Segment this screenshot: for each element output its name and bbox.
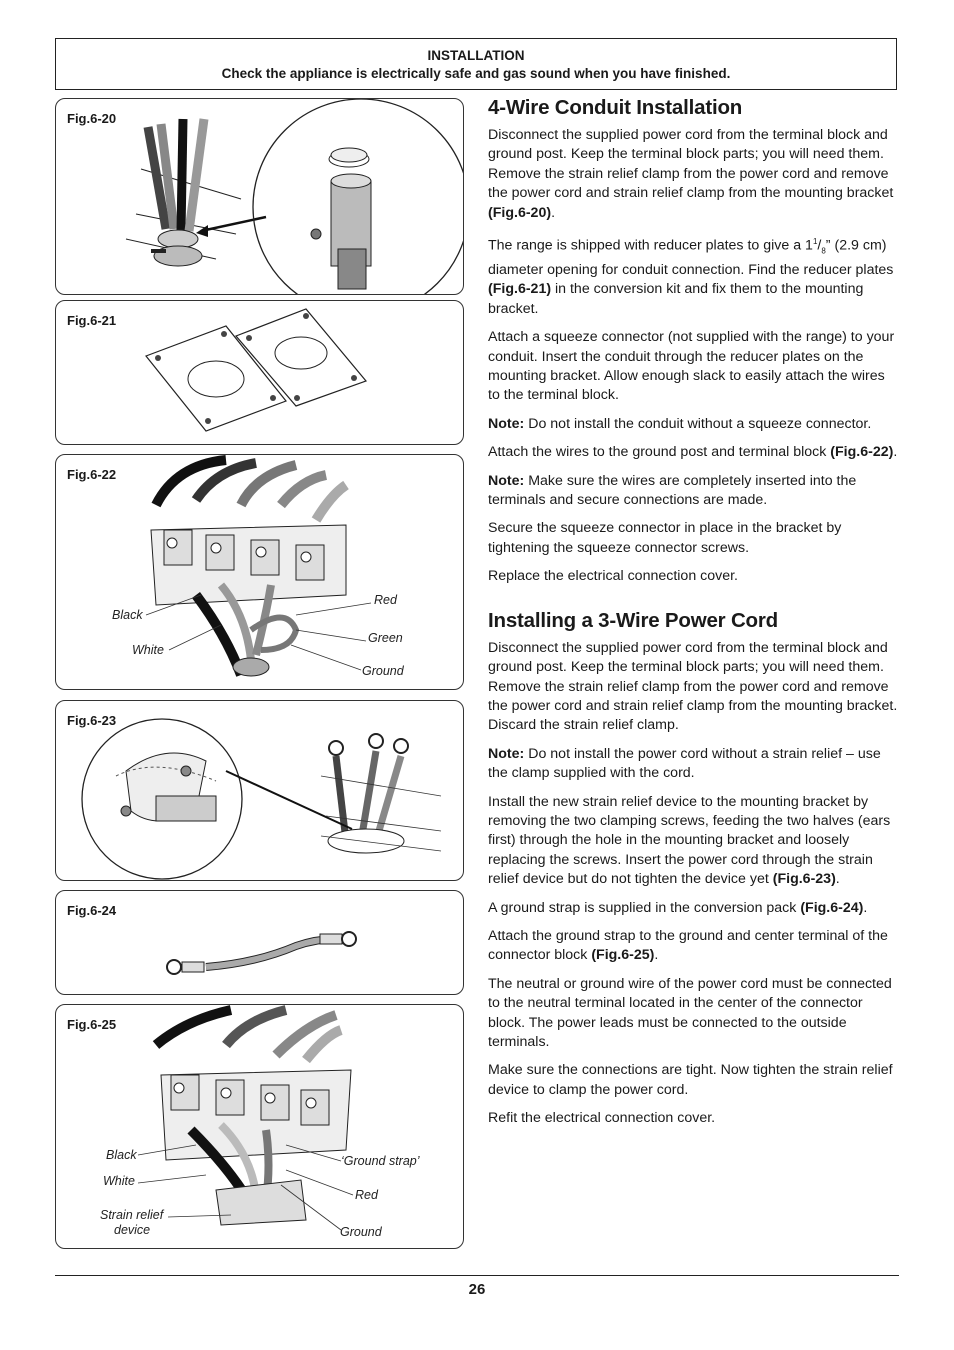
paragraph: Disconnect the supplied power cord from the terminal block and ground post. Keep the terminal block parts; you will need them. Remove the strain relief clamp from the power cord and remove the power cord and strain relief clamp from the mounting bracket (Fig.6-20). [488, 127, 894, 221]
ground-strap-illustration [56, 891, 464, 995]
paragraph: Attach a squeeze connector (not supplied with the range) to your conduit. Insert the conduit through the reducer plates on the mounting bracket. Allow enough slack to easily attach the wires to the terminal block. [488, 329, 895, 404]
paragraph: Attach the ground strap to the ground and center terminal of the connector block (Fig.6-25). [488, 927, 888, 964]
callout-black: Black [112, 608, 143, 622]
terminal-block-4wire-illustration [56, 455, 464, 690]
figure-6-25 [55, 1004, 464, 1249]
callout-ground: Ground [362, 664, 404, 678]
strain-relief-illustration [56, 701, 464, 881]
page-number: 26 [468, 1281, 486, 1298]
header-title: INSTALLATION [427, 48, 525, 63]
callout-black: Black [106, 1148, 137, 1162]
figure-6-22 [55, 454, 464, 690]
paragraph: A ground strap is supplied in the conversion pack (Fig.6-24). [488, 899, 868, 916]
conduit-illustration [56, 99, 464, 295]
figure-6-24 [55, 890, 464, 995]
footer-divider [55, 1275, 899, 1276]
callout-strain-relief-device: device [114, 1223, 151, 1237]
paragraph: Secure the squeeze connector in place in the bracket by tightening the squeeze connector screws. [488, 520, 842, 556]
paragraph: Refit the electrical connection cover. [488, 1110, 716, 1127]
figure-label: Fig.6-23 [67, 713, 117, 728]
header-subtitle: Check the appliance is electrically safe and gas sound when you have finished. [221, 66, 731, 81]
note: Note: Do not install the power cord without a strain relief – use the clamp supplied with the cord. [488, 745, 881, 782]
figure-label: Fig.6-25 [67, 1017, 117, 1032]
callout-ground-strap: ‘Ground strap’ [341, 1154, 420, 1168]
paragraph: Replace the electrical connection cover. [488, 568, 738, 585]
section-heading-3-wire: Installing a 3-Wire Power Cord [488, 608, 778, 632]
figure-6-23 [55, 700, 464, 881]
figure-label: Fig.6-22 [67, 467, 117, 482]
paragraph: Attach the wires to the ground post and terminal block (Fig.6-22). [488, 444, 898, 461]
callout-red: Red [355, 1188, 378, 1202]
header-box [55, 38, 897, 90]
section-heading-4-wire: 4-Wire Conduit Installation [488, 96, 743, 119]
instructions-column [488, 96, 900, 1138]
note: Note: Make sure the wires are completely inserted into the terminals and secure connections are made. [488, 472, 857, 509]
figure-6-20 [55, 98, 464, 295]
reducer-plates-illustration [56, 301, 464, 445]
figure-label: Fig.6-20 [67, 111, 117, 126]
figure-label: Fig.6-24 [67, 903, 117, 918]
paragraph: Disconnect the supplied power cord from the terminal block and ground post. Keep the terminal block parts; you will need them. Remove the strain relief clamp from the power cord and remove the power cord and strain relief clamp from the mounting bracket. Discard the strain relief clamp. [488, 639, 898, 734]
paragraph: The neutral or ground wire of the power cord must be connected to the neutral terminal located in the center of the connector block. The power leads must be connected to the outside terminals. [488, 975, 892, 1050]
callout-ground: Ground [340, 1225, 382, 1239]
callout-white: White [132, 643, 164, 657]
callout-strain-relief: Strain relief [100, 1208, 164, 1222]
figure-label: Fig.6-21 [67, 313, 117, 328]
callout-white: White [103, 1174, 135, 1188]
callout-red: Red [374, 593, 397, 607]
paragraph: Make sure the connections are tight. Now tighten the strain relief device to clamp the power cord. [488, 1062, 893, 1098]
callout-green: Green [368, 631, 403, 645]
note: Note: Do not install the conduit without a squeeze connector. [488, 415, 872, 432]
paragraph: The range is shipped with reducer plates to give a $1^1/_8$” (2.9 cm) diameter opening for conduit connection. Find the reducer plates (Fig.6-21) in the conversion kit and fix them to the mounting bracket. [488, 237, 894, 317]
paragraph: Install the new strain relief device to the mounting bracket by removing the two clamping screws, feeding the two halves (ears first) through the hole in the mounting bracket and loosely replacing the screws. Insert the power cord through the strain relief device but do not tighten the device yet (Fig.6-23). [488, 793, 891, 888]
figure-6-21 [55, 300, 464, 445]
